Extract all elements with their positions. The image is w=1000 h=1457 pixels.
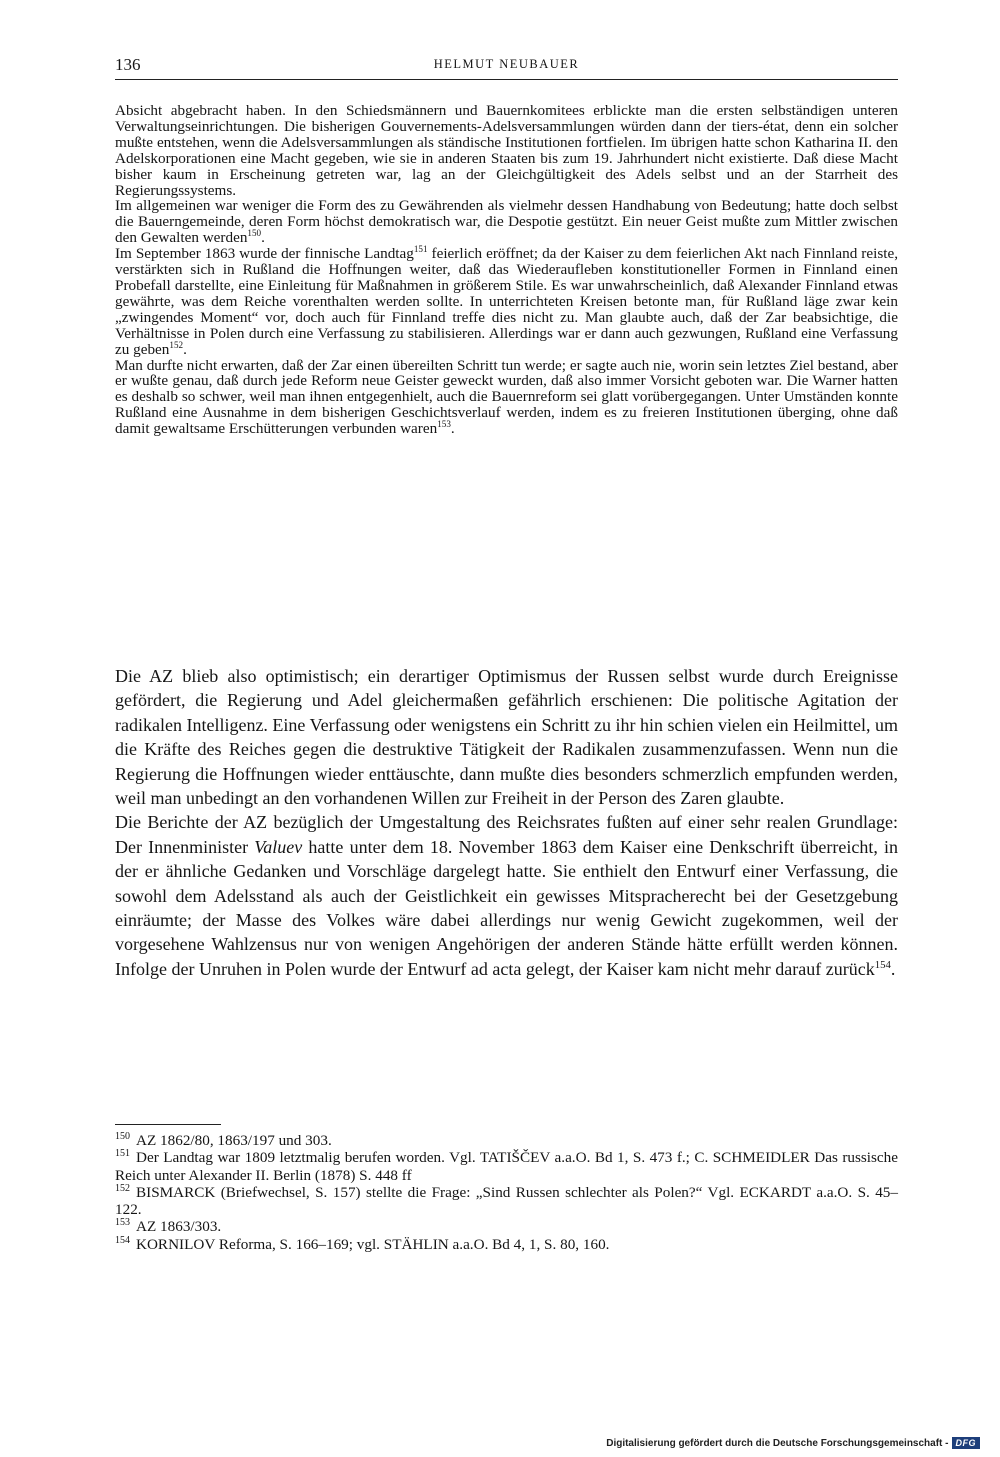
quote-paragraph [115, 358, 898, 438]
text-run: . [183, 340, 187, 358]
footnote-number: 153 [115, 1217, 130, 1229]
footnote-text: AZ 1863/303. [136, 1218, 222, 1236]
header-rule [115, 79, 898, 80]
footnote [115, 1218, 898, 1235]
footnotes [115, 1132, 898, 1253]
page-header [115, 55, 898, 79]
footnote-number: 150 [115, 1130, 130, 1142]
body-paragraph [115, 810, 898, 981]
footnote-number: 151 [115, 1148, 130, 1160]
text-run: Im allgemeinen war weniger die Form des zu Gewährenden als vielmehr dessen Handhabung von Bedeutung; hatte doch selbst die Bauerngemeinde, deren Form höchst demokratisch war, die Despotie gestützt. Ein neuer Geist mußte zum Mittler zwischen den Gewalten werden [115, 197, 898, 247]
dfg-logo: DFG [952, 1437, 981, 1449]
footnote [115, 1184, 898, 1219]
quoted-passage [115, 103, 898, 437]
footnote-text: BISMARCK (Briefwechsel, S. 157) stellte die Frage: „Sind Russen schlechter als Polen?“ Vgl. ECKARDT a.a.O. S. 45–122. [115, 1183, 898, 1219]
footnote-reference: 151 [413, 244, 428, 255]
quote-paragraph [115, 103, 898, 198]
footnote-text: Der Landtag war 1809 letztmalig berufen worden. Vgl. TATIŠČEV a.a.O. Bd 1, S. 473 f.; C. SCHMEIDLER Das russische Reich unter Alexander II. Berlin (1878) S. 448 ff [115, 1149, 898, 1184]
text-run: hatte unter dem 18. November 1863 dem Kaiser eine Denkschrift überreicht, in der er ähnliche Gedanken und Vorschläge dargelegt hatte. Sie enthielt den Entwurf einer Verfassung, die sowohl dem Adelsstand als auch der Geistlichkeit ein gewisses Mitspracherecht bei der Gesetzgebung einräumte; der Masse des Volkes wäre dabei allerdings nur wenig Gewicht zugekommen, weil der vorgesehene Wahlzensus nur von wenigen Angehörigen der anderen Stände hätte erfüllt werden können. Infolge der Unruhen in Polen wurde der Entwurf ad acta gelegt, der Kaiser kam nicht mehr darauf zurück [115, 836, 898, 979]
text-run: . [261, 229, 265, 247]
body-text [115, 664, 898, 981]
footnote-number: 152 [115, 1182, 130, 1194]
footnote-rule [115, 1124, 221, 1125]
text-run: Man durfte nicht erwarten, daß der Zar einen übereilten Schritt tun werde; er sagte auch nie, worin sein letztes Ziel bestand, aber er wußte genau, daß durch jede Reform neue Geister geweckt wurden, daß also immer Vorsicht geboten war. Die Warner hatten es deshalb so schwer, weil man ihnen entgegenhielt, auch die Bauernreform sei glatt vorübergegangen. Unter Umständen konnte Rußland eine Ausnahme in dem bisherigen Geschichtsverlauf werden, indem es zu freieren Institutionen überging, ohne daß damit gewaltsame Erschütterungen verbunden waren [115, 356, 898, 438]
body-paragraph [115, 664, 898, 810]
text-run: . [450, 420, 455, 438]
text-run: Absicht abgebracht haben. In den Schiedsmännern und Bauernkomitees erblickte man die ersten selbständigen unteren Verwaltungseinrichtungen. Die bisherigen Gouvernements-Adelsversammlungen würden dann der tiers-état, denn ein solcher mußte entstehen, wenn die Adelsversammlungen als ständische Institutionen fortfielen. Im übrigen hatte schon Katharina II. den Adelskorporationen eine Macht gegeben, wie sie in anderen Staaten bis zum 19. Jahrhundert nicht existierte. Daß diese Macht bisher kaum in Erscheinung getreten war, lag an der Gleichgültigkeit des Adels selbst und an der Starrheit des Regierungssystems. [115, 102, 898, 199]
footnote-text: AZ 1862/80, 1863/197 und 303. [136, 1132, 332, 1149]
footnote-reference: 153 [437, 419, 451, 430]
quote-paragraph [115, 198, 898, 246]
footnote [115, 1132, 898, 1149]
text-run: Im September 1863 wurde der finnische Landtag [115, 245, 414, 263]
footnote-text: KORNILOV Reforma, S. 166–169; vgl. STÄHLIN a.a.O. Bd 4, 1, S. 80, 160. [136, 1235, 610, 1253]
footer-text: Digitalisierung gefördert durch die Deutsche Forschungsgemeinschaft - [606, 1437, 949, 1449]
footnote-reference: 150 [247, 228, 262, 239]
emphasized-name: Valuev [254, 836, 303, 857]
text-run: feierlich eröffnet; da der Kaiser zu dem feierlichen Akt nach Finnland reiste, verstärkten sich in Rußland die Hoffnungen weiter, daß das Wiederaufleben konstitutioneller Formen in Finnland einen Probefall darstellte, eine Einleitung für Maßnahmen in größerem Stile. Es war unwahrscheinlich, daß Alexander Finnland etwas gewährte, was dem Reiche vorenthalten werden sollte. In unterrichteten Kreisen betonte man, für Rußland läge zwar kein „zwingendes Moment“ vor, doch auch für Finnland treffe dies nicht zu. Man glaubte auch, daß der Zar beabsichtige, die Verhältnisse in Polen durch eine Verfassung zu stabilisieren. Allerdings war er dann auch gezwungen, Rußland eine Verfassung zu geben [115, 245, 898, 358]
footnote-number: 154 [115, 1234, 130, 1246]
footnote-reference: 154 [874, 958, 891, 971]
quote-paragraph [115, 246, 898, 357]
text-run: Die Berichte der AZ bezüglich der Umgestaltung des Reichsrates fußten auf einer sehr realen Grundlage: Der Innenminister [115, 812, 898, 857]
page-number: 136 [115, 55, 141, 74]
digitization-footer [606, 1436, 980, 1450]
running-head: HELMUT NEUBAUER [433, 57, 580, 71]
footnote [115, 1149, 898, 1184]
footnote [115, 1236, 898, 1253]
text-run: . [890, 958, 896, 979]
text-run: Die AZ blieb also optimistisch; ein derartiger Optimismus der Russen selbst wurde durch Ereignisse gefördert, die Regierung und Adel gleichermaßen gefährlich erschienen: Die politische Agitation der radikalen Intelligenz. Eine Verfassung oder wenigstens ein Schritt zu ihr hin schien vielen ein Heilmittel, um die Kräfte des Reiches gegen die destruktive Tätigkeit der Radikalen zusammenzufassen. Wenn nun die Regierung die Hoffnungen wieder enttäuschte, dann mußte dies besonders schmerzlich empfunden werden, weil man unbedingt an den vorhandenen Willen zur Freiheit in der Person des Zaren glaubte. [115, 666, 898, 809]
footnote-reference: 152 [169, 339, 184, 350]
